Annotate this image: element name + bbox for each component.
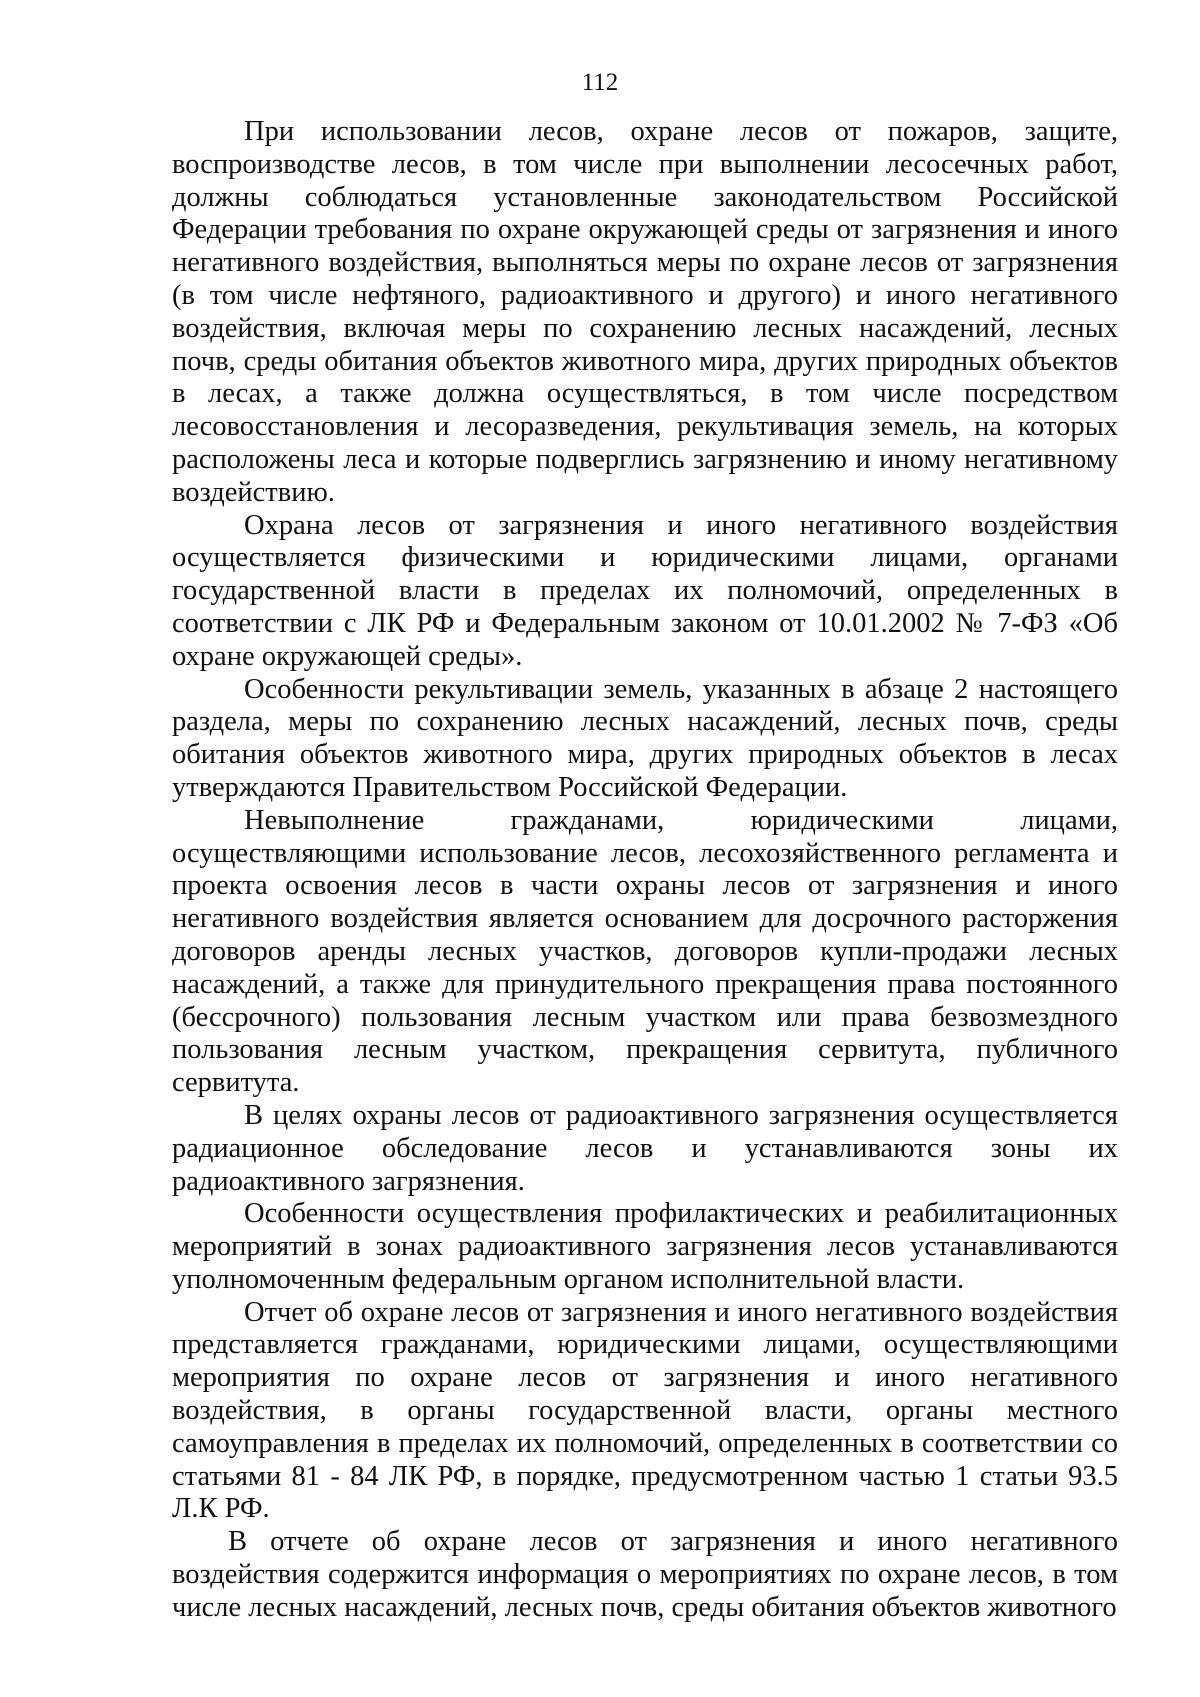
paragraph-4: Невыполнение гражданами, юридическими лицами, осуществляющими использование лесов, лесохозяйственного регламента и проекта освоения лесов в части охраны лесов от загрязнения и иного негативного воздействия является основанием для досрочного расторжения договоров аренды лесных участков, договоров купли-продажи лесных насаждений, а также для принудительного прекращения права постоянного (бессрочного) пользования лесным участком или права безвозмездного пользования лесным участком, прекращения сервитута, публичного сервитута. [172,804,1118,1099]
page-number: 112 [581,69,619,96]
paragraph-2: Охрана лесов от загрязнения и иного негативного воздействия осуществляется физическими и юридическими лицами, органами государственной власти в пределах их полномочий, определенных в соответствии с ЛК РФ и Федеральным законом от 10.01.2002 № 7-ФЗ «Об охране окружающей среды». [172,509,1118,672]
paragraph-3: Особенности рекультивации земель, указанных в абзаце 2 настоящего раздела, меры по сохранению лесных насаждений, лесных почв, среды обитания объектов животного мира, других природных объектов в лесах утверждаются Правительством Российской Федерации. [172,673,1118,803]
paragraph-6: Особенности осуществления профилактических и реабилитационных мероприятий в зонах радиоактивного загрязнения лесов устанавливаются уполномоченным федеральным органом исполнительной власти. [172,1198,1118,1295]
paragraph-8: В отчете об охране лесов от загрязнения и иного негативного воздействия содержится информация о мероприятиях по охране лесов, в том числе лесных насаждений, лесных почв, среды обитания объектов животного [172,1526,1118,1623]
paragraph-1: При использовании лесов, охране лесов от пожаров, защите, воспроизводстве лесов, в том числе при выполнении лесосечных работ, должны соблюдаться установленные законодательством Российской Федерации требования по охране окружающей среды от загрязнения и иного негативного воздействия, выполняться меры по охране лесов от загрязнения (в том числе нефтяного, радиоактивного и другого) и иного негативного воздействия, включая меры по сохранению лесных насаждений, лесных почв, среды обитания объектов животного мира, других природных объектов в лесах, а также должна осуществляться, в том числе посредством лесовосстановления и лесоразведения, рекультивация земель, на которых расположены леса и которые подверглись загрязнению и иному негативному воздействию. [172,116,1118,508]
paragraph-7: Отчет об охране лесов от загрязнения и иного негативного воздействия представляется гражданами, юридическими лицами, осуществляющими мероприятия по охране лесов от загрязнения и иного негативного воздействия, в органы государственной власти, органы местного самоуправления в пределах их полномочий, определенных в соответствии со статьями 81 - 84 ЛК РФ, в порядке, предусмотренном частью 1 статьи 93.5 Л.К РФ. [172,1296,1118,1525]
document-body [172,116,1118,1625]
paragraph-5: В целях охраны лесов от радиоактивного загрязнения осуществляется радиационное обследование лесов и устанавливаются зоны их радиоактивного загрязнения. [172,1099,1118,1197]
